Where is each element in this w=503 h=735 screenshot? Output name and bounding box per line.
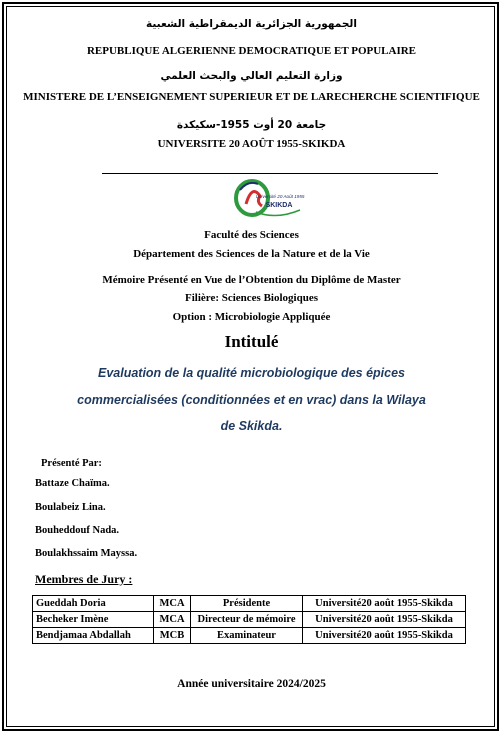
presented-by-label: Présenté Par: xyxy=(41,458,102,469)
department: Département des Sciences de la Nature et de la Vie xyxy=(133,248,370,260)
table-row xyxy=(33,612,466,628)
student-name: Bouheddouf Nada. xyxy=(35,525,120,536)
university-arabic: جامعة 20 أوت 1955-سكيكدة xyxy=(176,119,327,131)
intitule-heading: Intitulé xyxy=(224,332,279,351)
header-separator xyxy=(102,173,438,174)
ministry-arabic: وزارة التعليم العالي والبحث العلمي xyxy=(160,70,343,82)
logo-text-name: SKIKDA xyxy=(265,202,293,209)
jury-member-name: Bendjamaa Abdallah xyxy=(33,628,154,644)
jury-member-institution: Université20 août 1955-Skikda xyxy=(303,612,466,628)
thesis-title-line-2: commercialisées (conditionnées et en vrac) dans la Wilaya xyxy=(77,393,426,407)
jury-member-name: Becheker Imène xyxy=(33,612,154,628)
jury-member-name: Gueddah Doria xyxy=(33,596,154,612)
republic-french: REPUBLIQUE ALGERIENNE DEMOCRATIQUE ET POPULAIRE xyxy=(86,45,417,57)
thesis-title-line-1: Evaluation de la qualité microbiologique des épices xyxy=(97,366,406,380)
academic-year: Année universitaire 2024/2025 xyxy=(177,678,326,690)
filiere: Filière: Sciences Biologiques xyxy=(184,292,318,304)
table-row xyxy=(33,596,466,612)
jury-member-grade: MCA xyxy=(154,612,191,628)
logo-text-top: Université 20 Août 1955 xyxy=(255,194,305,199)
jury-member-institution: Université20 août 1955-Skikda xyxy=(303,596,466,612)
table-row xyxy=(33,628,466,644)
jury-member-grade: MCA xyxy=(154,596,191,612)
university-french: UNIVERSITE 20 AOÛT 1955-SKIKDA xyxy=(157,138,346,150)
jury-member-role: Examinateur xyxy=(191,628,303,644)
university-logo xyxy=(232,176,308,222)
thesis-title-line-3: de Skikda. xyxy=(220,419,283,433)
republic-arabic: الجمهورية الجزائرية الديمقراطية الشعبية xyxy=(146,18,357,30)
jury-member-role: Présidente xyxy=(191,596,303,612)
ministry-french: MINISTERE DE L’ENSEIGNEMENT SUPERIEUR ET DE LARECHERCHE SCIENTIFIQUE xyxy=(23,91,480,103)
student-name: Battaze Chaïma. xyxy=(35,478,110,489)
jury-member-role: Directeur de mémoire xyxy=(191,612,303,628)
student-name: Boulakhssaim Mayssa. xyxy=(35,548,138,559)
memoire-statement: Mémoire Présenté en Vue de l’Obtention du Diplôme de Master xyxy=(102,274,401,286)
student-name: Boulabeiz Lina. xyxy=(35,502,106,513)
jury-heading: Membres de Jury : xyxy=(35,572,133,586)
jury-member-institution: Université20 août 1955-Skikda xyxy=(303,628,466,644)
jury-table xyxy=(32,595,466,644)
jury-member-grade: MCB xyxy=(154,628,191,644)
option: Option : Microbiologie Appliquée xyxy=(172,311,331,323)
faculty: Faculté des Sciences xyxy=(204,229,299,241)
